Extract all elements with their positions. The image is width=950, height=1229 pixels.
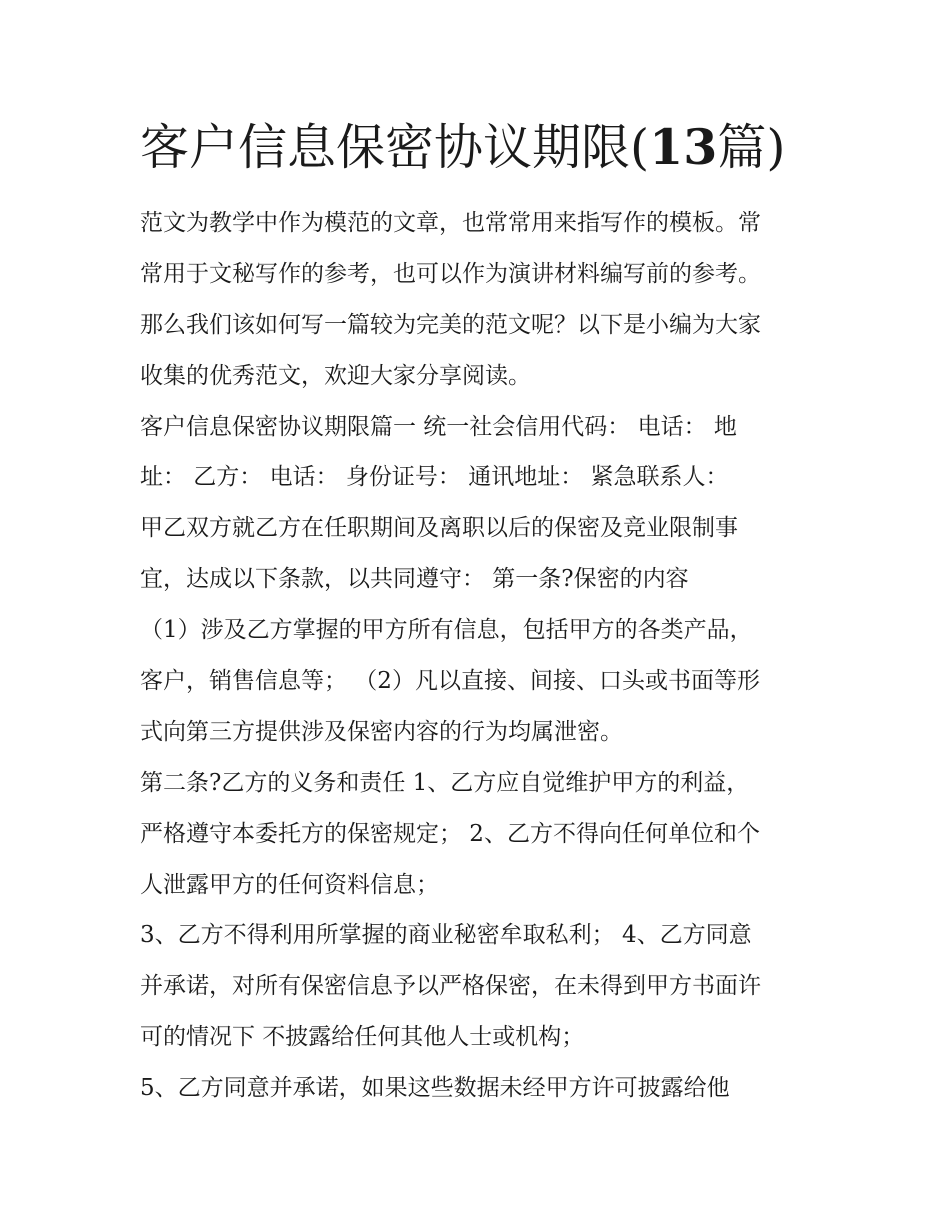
body-line: 收集的优秀范文，欢迎大家分享阅读。 [140,362,531,389]
body-line: （1）涉及乙方掌握的甲方所有信息，包括甲方的各类产品， [140,617,753,644]
body-line: 第二条?乙方的义务和责任 1、乙方应自觉维护甲方的利益， [140,769,750,796]
body-line: 范文为教学中作为模范的文章，也常常用来指写作的模板。常 [140,210,761,236]
body-line: 式向第三方提供涉及保密内容的行为均属泄密。 [140,718,623,745]
body-line: 客户信息保密协议期限篇一 统一社会信用代码： 电话： 地 [140,413,737,440]
body-line: 可的情况下 不披露给任何其他人士或机构； [140,1024,585,1051]
body-line: 甲乙双方就乙方在任职期间及离职以后的保密及竞业限制事 [140,515,738,542]
body-line: 址： 乙方： 电话： 身份证号： 通讯地址： 紧急联系人： [140,464,729,491]
body-line: 严格遵守本委托方的保密规定； 2、乙方不得向任何单位和个 [140,820,760,847]
title-suffix: 篇) [717,119,786,176]
body-line: 并承诺，对所有保密信息予以严格保密，在未得到甲方书面许 [140,973,761,1000]
body-line: 常用于文秘写作的参考，也可以作为演讲材料编写前的参考。 [140,260,761,287]
body-line: 宜，达成以下条款，以共同遵守： 第一条?保密的内容 [140,566,689,593]
document-body [140,198,830,1114]
title-number: 13 [649,118,718,176]
body-line: 客户，销售信息等； （2）凡以直接、间接、口头或书面等形 [140,668,760,695]
title-prefix: 客户信息保密协议期限( [140,119,650,176]
document-title [140,116,785,179]
body-line: 3、乙方不得利用所掌握的商业秘密牟取私利； 4、乙方同意 [140,922,752,949]
body-line: 人泄露甲方的任何资料信息； [140,871,439,898]
body-line: 5、乙方同意并承诺，如果这些数据未经甲方许可披露给他 [140,1075,730,1102]
body-line: 那么我们该如何写一篇较为完美的范文呢？以下是小编为大家 [140,311,761,338]
